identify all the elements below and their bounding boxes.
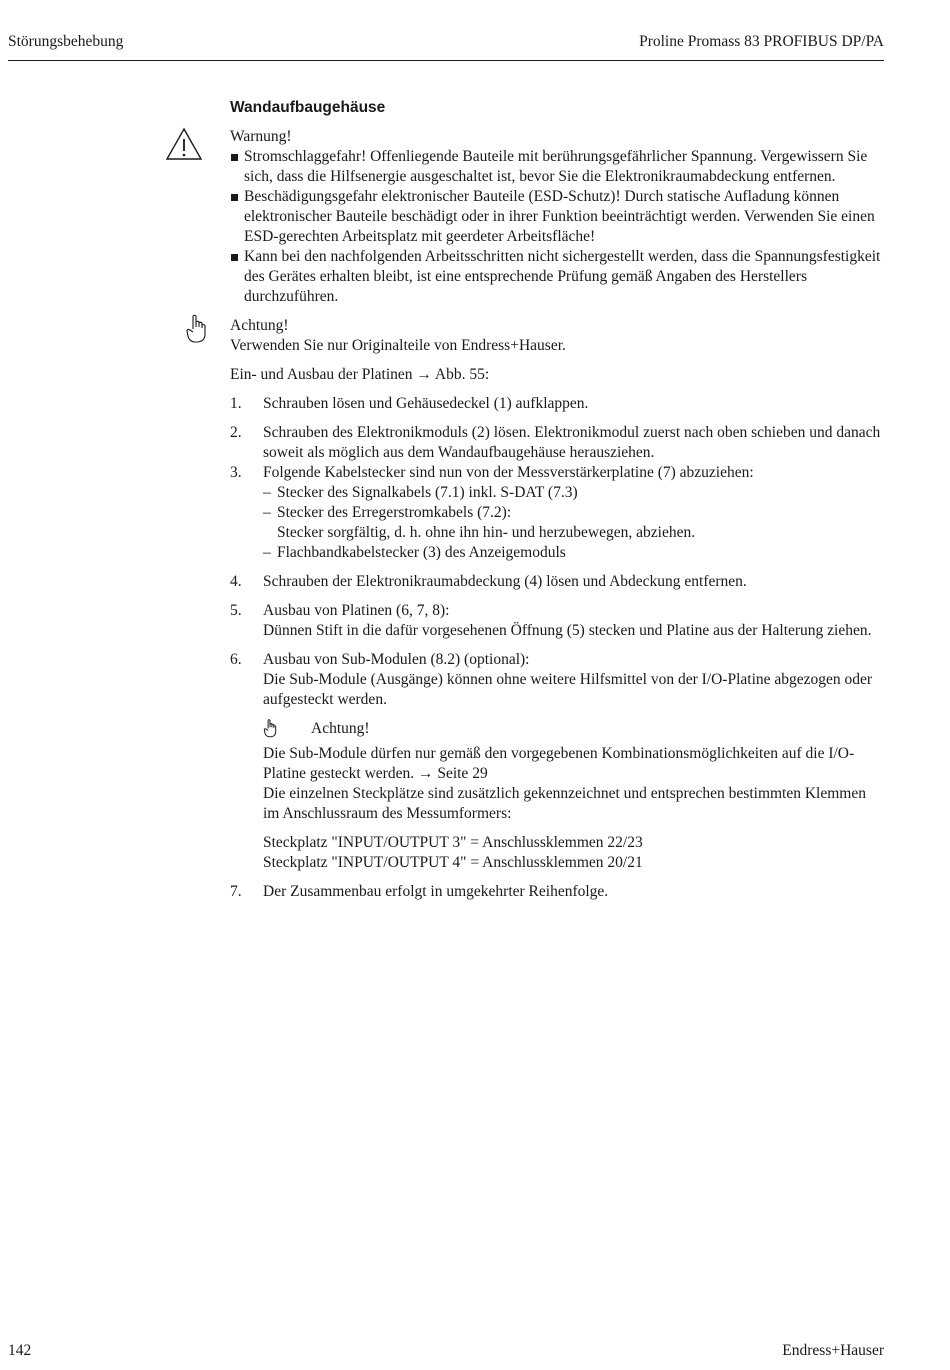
step-item	[230, 601, 884, 641]
warning-item: Kann bei den nachfolgenden Arbeitsschritten nicht sichergestellt werden, dass die Spannungsfestigkeit des Gerätes erhalten bleibt, ist eine entsprechende Prüfung gemäß Angaben des Herstellers durchzuführen.	[230, 247, 884, 307]
connector-list	[263, 483, 884, 563]
dash-item: – Stecker des Erregerstromkabels (7.2): Stecker sorgfältig, d. h. ohne ihn hin- und herzubewegen, abziehen.	[263, 504, 696, 541]
procedure-intro: Ein- und Ausbau der Platinen → Abb. 55:	[230, 366, 490, 383]
warning-item: Beschädigungsgefahr elektronischer Bauteile (ESD-Schutz)! Durch statische Aufladung können elektronischer Bauteile beschädigt oder in ihrer Funktion beeinträchtigt werden. Verwenden Sie einen ESD-gerechten Arbeitsplatz mit geerdeter Arbeitsfläche!	[230, 187, 884, 247]
step-item	[230, 572, 884, 592]
step-item	[230, 882, 884, 902]
step-text: Schrauben der Elektronikraumabdeckung (4) lösen und Abdeckung entfernen.	[263, 573, 747, 590]
procedure-steps	[230, 394, 884, 902]
step-item	[230, 463, 884, 563]
caution-block	[230, 316, 884, 356]
warning-item: Stromschlaggefahr! Offenliegende Bauteile mit berührungsgefährlicher Spannung. Vergewissern Sie sich, dass die Hilfsenergie ausgeschaltet ist, bevor Sie die Elektronikraumabdeckung entfernen.	[230, 147, 884, 187]
sub-caution-text: Die einzelnen Steckplätze sind zusätzlich gekennzeichnet und entsprechen bestimmten Klemmen im Anschlussraum des Messumformers:	[263, 785, 866, 822]
caution-text: Verwenden Sie nur Originalteile von Endress+Hauser.	[230, 337, 566, 354]
page-content	[230, 98, 884, 902]
warning-block	[230, 127, 884, 307]
step-text: Folgende Kabelstecker sind nun von der Messverstärkerplatine (7) abzuziehen:	[263, 464, 754, 481]
sub-caution-header	[263, 719, 884, 744]
step-number: 5.	[230, 602, 242, 619]
bullet-square-icon	[231, 194, 238, 201]
page-number: 142	[8, 1342, 32, 1359]
step-item	[230, 423, 884, 463]
section-title: Wandaufbaugehäuse	[230, 99, 386, 116]
pointing-hand-icon	[263, 719, 311, 744]
header-divider	[8, 60, 884, 61]
caution-title: Achtung!	[230, 317, 289, 334]
step-number: 2.	[230, 424, 242, 441]
step-text: Schrauben lösen und Gehäusedeckel (1) aufklappen.	[263, 395, 589, 412]
running-header-chapter: Störungsbehebung	[8, 33, 124, 50]
slot-mapping: Steckplatz "INPUT/OUTPUT 4" = Anschlussklemmen 20/21	[263, 854, 643, 871]
dash-item-note: Stecker sorgfältig, d. h. ohne ihn hin- und herzubewegen, abziehen.	[277, 524, 696, 541]
step-number: 6.	[230, 651, 242, 668]
step-number: 4.	[230, 573, 242, 590]
step-detail: Dünnen Stift in die dafür vorgesehenen Öffnung (5) stecken und Platine aus der Halterung ziehen.	[263, 622, 872, 639]
step-number: 7.	[230, 883, 242, 900]
step-text: Schrauben des Elektronikmoduls (2) lösen. Elektronikmodul zuerst nach oben schieben und danach soweit als möglich aus dem Wandaufbaugehäuse herausziehen.	[263, 424, 881, 461]
sub-caution-title: Achtung!	[311, 720, 370, 737]
pointing-hand-icon	[185, 314, 207, 350]
slot-mapping: Steckplatz "INPUT/OUTPUT 3" = Anschlussklemmen 22/23	[263, 834, 643, 851]
warning-title: Warnung!	[230, 128, 292, 145]
footer-brand: Endress+Hauser	[782, 1342, 884, 1359]
step-item	[230, 394, 884, 414]
bullet-square-icon	[231, 254, 238, 261]
sub-caution-text: Die Sub-Module dürfen nur gemäß den vorgegebenen Kombinationsmöglichkeiten auf die I/O-Platine gesteckt werden. → Seite 29	[263, 745, 855, 782]
running-header-product: Proline Promass 83 PROFIBUS DP/PA	[639, 33, 884, 50]
warning-list	[230, 147, 884, 307]
dash-item: – Flachbandkabelstecker (3) des Anzeigemoduls	[263, 544, 566, 561]
step-number: 3.	[230, 464, 242, 481]
step-text: Der Zusammenbau erfolgt in umgekehrter Reihenfolge.	[263, 883, 609, 900]
dash-item: – Stecker des Signalkabels (7.1) inkl. S-DAT (7.3)	[263, 484, 578, 501]
step-detail: Die Sub-Module (Ausgänge) können ohne weitere Hilfsmittel von der I/O-Platine abgezogen oder aufgesteckt werden.	[263, 671, 873, 708]
bullet-square-icon	[231, 154, 238, 161]
step-text: Ausbau von Sub-Modulen (8.2) (optional):	[263, 651, 530, 668]
step-number: 1.	[230, 395, 242, 412]
step-text: Ausbau von Platinen (6, 7, 8):	[263, 602, 450, 619]
warning-triangle-icon	[165, 127, 203, 167]
step-item	[230, 650, 884, 873]
